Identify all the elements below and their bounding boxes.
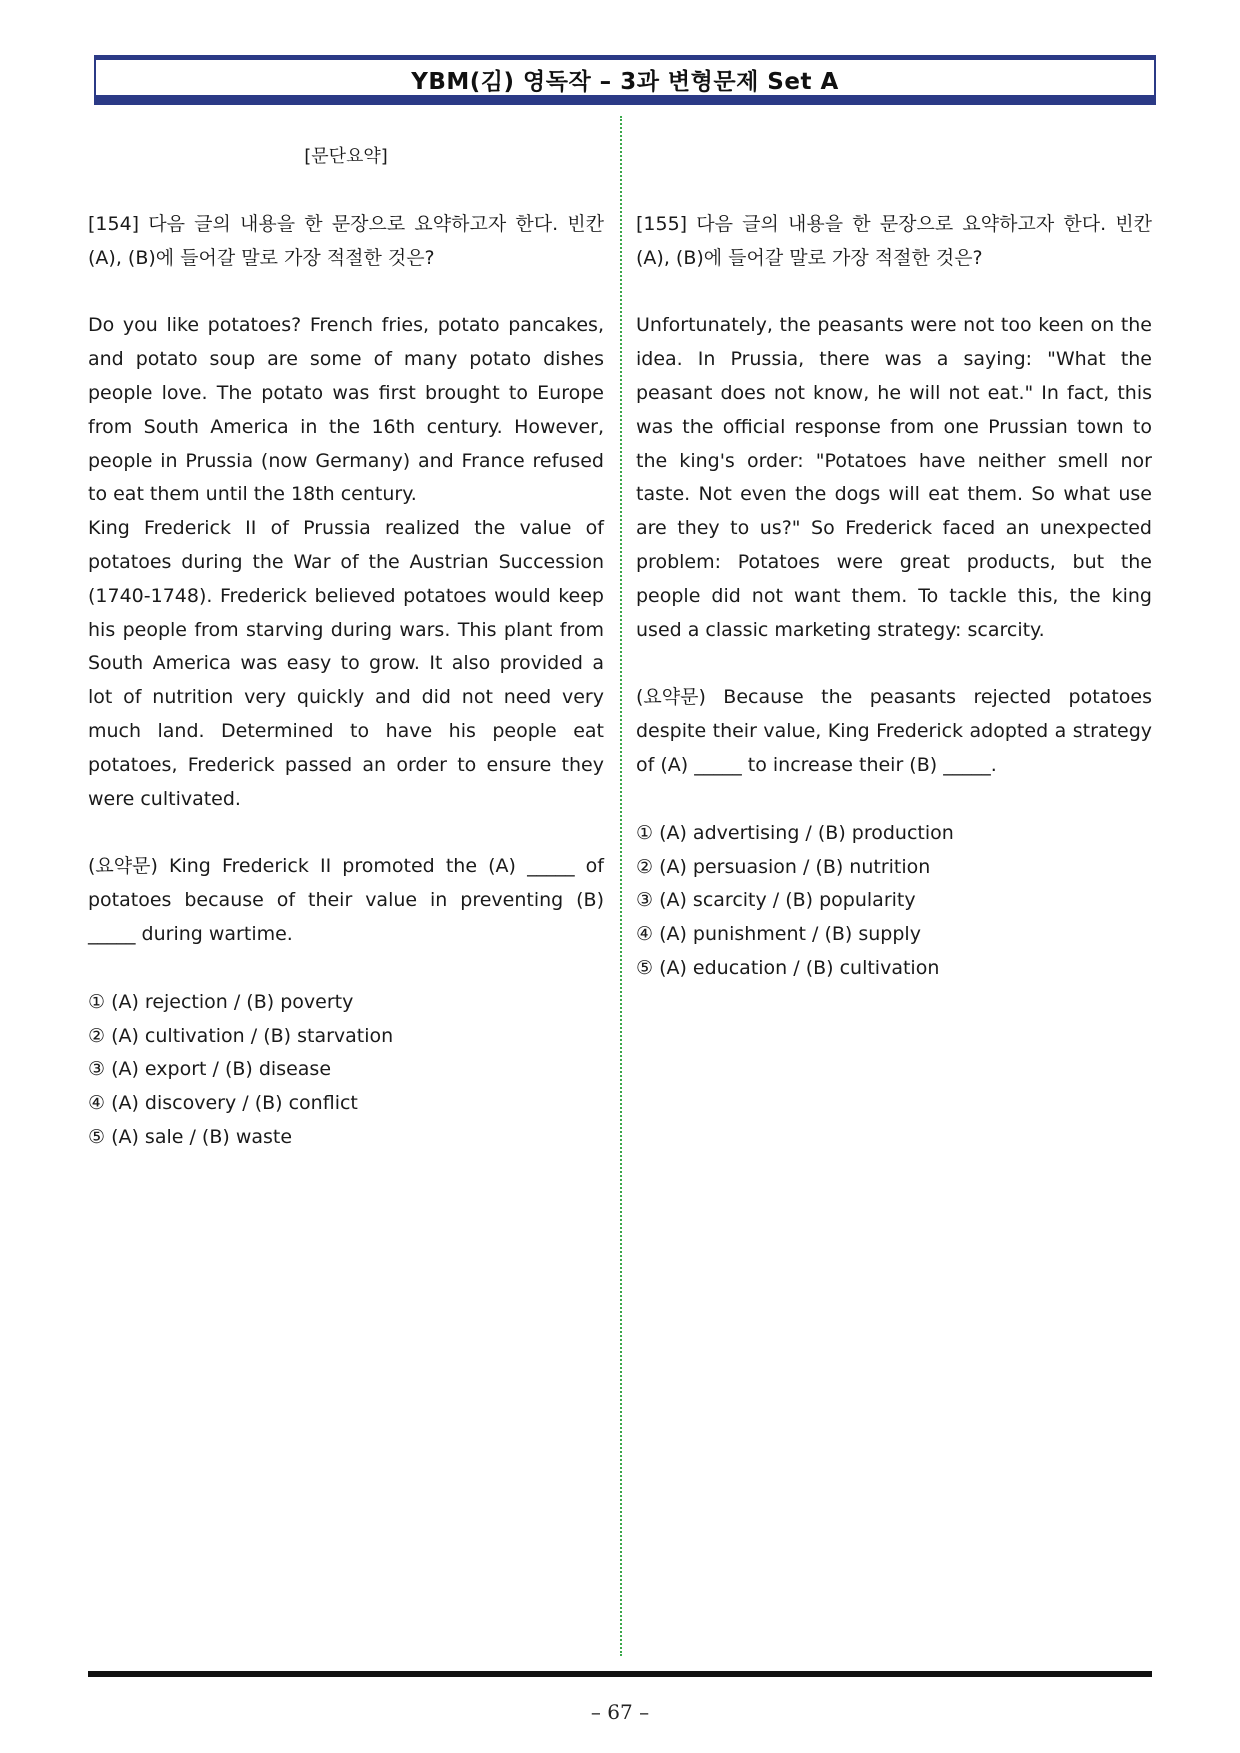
right-column-spacer [636,140,1152,174]
column-divider [620,116,622,1656]
choice-154-3[interactable]: ③ (A) export / (B) disease [88,1058,332,1081]
choice-155-2[interactable]: ② (A) persuasion / (B) nutrition [636,855,931,878]
choice-155-4[interactable]: ④ (A) punishment / (B) supply [636,923,921,946]
choice-155-3[interactable]: ③ (A) scarcity / (B) popularity [636,889,916,912]
choice-154-5[interactable]: ⑤ (A) sale / (B) waste [88,1125,293,1148]
section-label: [문단요약] [304,146,388,167]
choice-154-2[interactable]: ② (A) cultivation / (B) starvation [88,1024,394,1047]
choice-155-5[interactable]: ⑤ (A) education / (B) cultivation [636,956,940,979]
passage-154-paragraph-2: King Frederick II of Prussia realized the value of potatoes during the War of the Austrian Succession (1740-1748). Frederick believed potatoes would keep his people from starving during wars. This plant from South America was easy to grow. It also provided a lot of nutrition very quickly and did not need very much land. Determined to have his people eat potatoes, Frederick passed an order to ensure they were cultivated. [88,517,604,810]
question-155: [155] 다음 글의 내용을 한 문장으로 요약하고자 한다. 빈칸 (A), (B)에 들어갈 말로 가장 적절한 것은? [636,212,1152,269]
summary-154: (요약문) King Frederick II promoted the (A) _____ of potatoes because of their value in preventing (B) _____ during wartime. [88,855,604,945]
footer-rule [88,1671,1152,1677]
choice-155-1[interactable]: ① (A) advertising / (B) production [636,821,954,844]
header-box [94,58,1156,102]
choices-154 [88,986,604,1155]
right-column [636,140,1152,986]
page-title: YBM(김) 영독작 – 3과 변형문제 Set A [411,68,839,95]
choice-154-4[interactable]: ④ (A) discovery / (B) conflict [88,1092,358,1115]
passage-155-paragraph: Unfortunately, the peasants were not too keen on the idea. In Prussia, there was a saying: "What the peasant does not know, he will not eat." In fact, this was the official response from one Prussian town to the king's order: "Potatoes have neither smell nor taste. Not even the dogs will eat them. So what use are they to us?" So Frederick faced an unexpected problem: Potatoes were great products, but the people did not want them. To tackle this, the king used a classic marketing strategy: scarcity. [636,314,1152,641]
passage-154-paragraph-1: Do you like potatoes? French fries, potato pancakes, and potato soup are some of many potato dishes people love. The potato was first brought to Europe from South America in the 16th century. However, people in Prussia (now Germany) and France refused to eat them until the 18th century. [88,314,604,506]
summary-155: (요약문) Because the peasants rejected potatoes despite their value, King Frederick adopted a strategy of (A) _____ to increase their (B) _____. [636,686,1152,776]
passage-155 [636,309,1152,647]
page-number: – 67 – [590,1700,650,1724]
choice-154-1[interactable]: ① (A) rejection / (B) poverty [88,990,354,1013]
left-column [88,140,604,1155]
choices-155 [636,817,1152,986]
passage-154 [88,309,604,816]
question-154: [154] 다음 글의 내용을 한 문장으로 요약하고자 한다. 빈칸 (A), (B)에 들어갈 말로 가장 적절한 것은? [88,212,604,269]
